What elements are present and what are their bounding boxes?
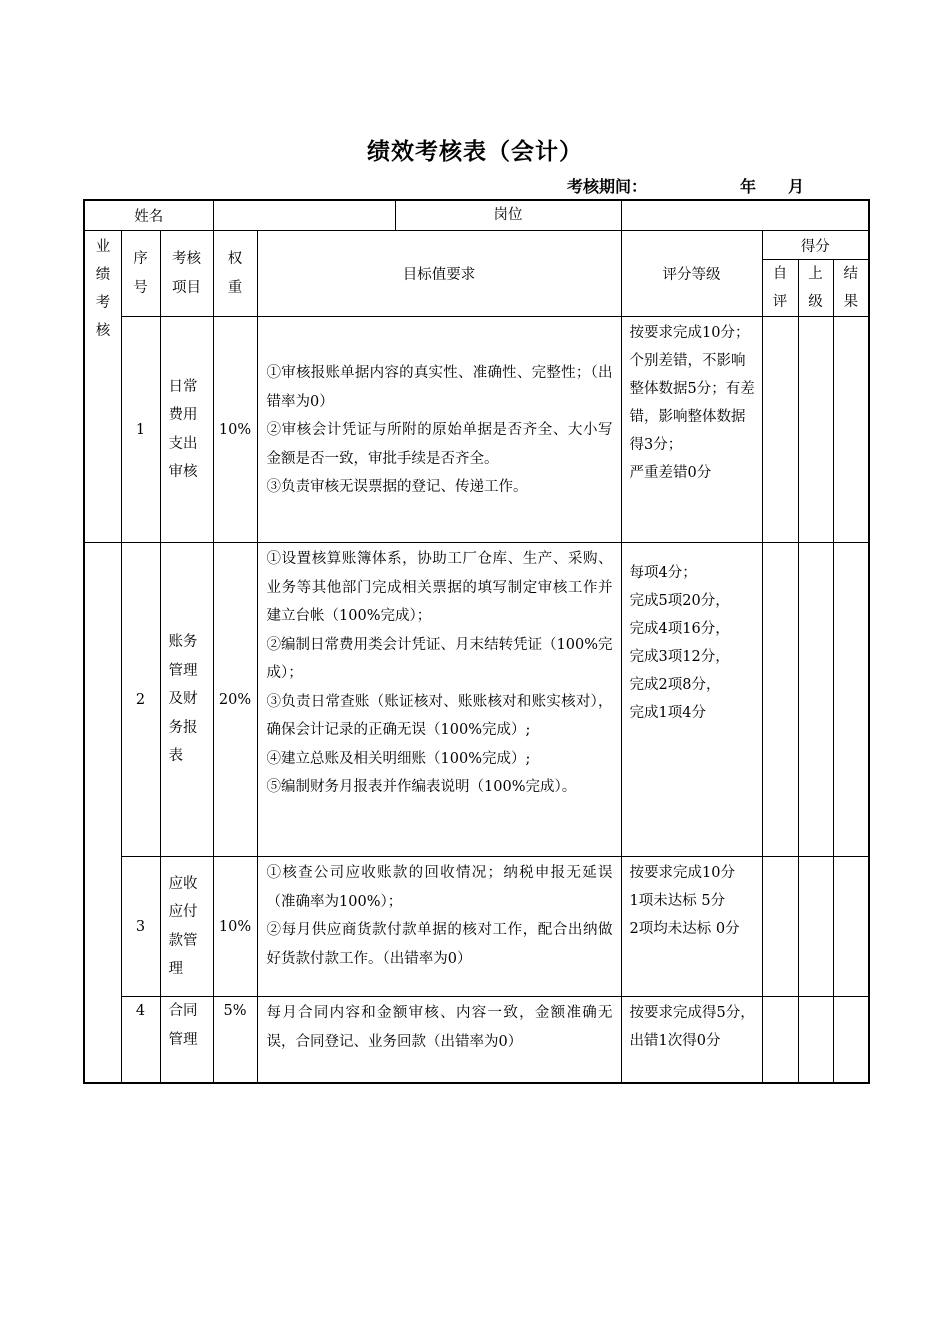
post-value-field[interactable] [621,200,869,231]
col-score-header: 得分 [762,231,869,260]
row-no: 2 [121,543,160,857]
goal-line: ②每月供应商货款付款单据的核对工作，配合出纳做好货款付款工作。（出错率为0） [266,922,613,967]
table-row [84,317,869,543]
name-value-field[interactable] [213,200,621,231]
score-result-input[interactable] [833,857,869,997]
score-result-input[interactable] [833,543,869,857]
goal-line: ①核查公司应收账款的回收情况；纳税申报无延误（准确率为100%）； [266,865,613,910]
grade-line: 按要求完成得5分，出错1次得0分 [629,1005,755,1049]
col-superior-header: 上级 [798,260,833,317]
col-self-header: 自评 [762,260,798,317]
row-goals [257,857,621,997]
assessment-period [567,174,805,197]
row-item: 日常费用支出审核 [160,317,213,543]
col-weight-header: 权重 [213,231,257,317]
score-superior-input[interactable] [798,857,833,997]
score-self-input[interactable] [762,997,798,1083]
goal-line: ①设置核算账簿体系，协助工厂仓库、生产、采购、业务等其他部门完成相关票据的填写制定审核工作并建立台帐（100%完成）； [266,551,613,624]
row-goals [257,543,621,857]
grade-line: 2项均未达标 0分 [629,921,740,937]
grade-line: 完成5项20分， [629,593,730,609]
grade-line: 按要求完成10分； [629,325,750,341]
grade-line: 完成3项12分， [629,649,730,665]
row-grades [621,543,762,857]
row-goals [257,997,621,1083]
grade-line: 完成1项4分 [629,705,706,721]
score-self-input[interactable] [762,317,798,543]
grade-line: 完成2项8分， [629,677,721,693]
grade-line: 严重差错0分 [629,465,712,481]
grade-line: 每项4分； [629,565,697,581]
table-row [84,997,869,1083]
table-row [84,543,869,857]
col-result-header: 结果 [833,260,869,317]
goal-line: ③负责审核无误票据的登记、传递工作。 [266,479,528,496]
page-title: 绩效考核表（会计） [367,138,583,165]
score-result-input[interactable] [833,317,869,543]
row-weight: 20% [213,543,257,857]
row-grades [621,997,762,1083]
row-weight: 10% [213,317,257,543]
row-weight: 5% [213,997,257,1083]
row-no: 3 [121,857,160,997]
row-item: 应收应付款管理 [160,857,213,997]
row-no: 1 [121,317,160,543]
goal-line: ②审核会计凭证与所附的原始单据是否齐全、大小写金额是否一致，审批手续是否齐全。 [266,422,613,467]
grade-line: 个别差错，不影响整体数据5分；有差错，影响整体数据得3分； [629,353,755,453]
row-grades [621,317,762,543]
table-row [84,857,869,997]
grade-line: 按要求完成10分 [629,865,735,881]
score-superior-input[interactable] [798,997,833,1083]
col-goal-header: 目标值要求 [257,231,621,317]
period-label: 考核期间： [567,177,648,196]
row-item: 合同管理 [160,997,213,1083]
goal-line: ②编制日常费用类会计凭证、月末结转凭证（100%完成）； [266,636,613,681]
col-grade-header: 评分等级 [621,231,762,317]
category-label: 业绩考核 [84,231,121,543]
goal-line: ⑤编制财务月报表并作编表说明（100%完成）。 [266,779,577,795]
score-self-input[interactable] [762,857,798,997]
goal-line: ①审核报账单据内容的真实性、准确性、完整性；（出错率为0） [266,365,613,410]
score-self-input[interactable] [762,543,798,857]
post-label: 岗位 [493,207,523,223]
score-superior-input[interactable] [798,543,833,857]
period-year: 年 [740,177,757,196]
assessment-table [83,199,870,1084]
row-weight: 10% [213,857,257,997]
goal-line: ④建立总账及相关明细账（100%完成）; [266,750,531,767]
grade-line: 1项未达标 5分 [629,893,726,909]
score-superior-input[interactable] [798,317,833,543]
row-item: 账务管理及财务报表 [160,543,213,857]
col-item-header: 考核项目 [160,231,213,317]
row-grades [621,857,762,997]
col-no-header: 序号 [121,231,160,317]
score-result-input[interactable] [833,997,869,1083]
row-goals [257,317,621,543]
period-month: 月 [788,177,805,196]
goal-line: 每月合同内容和金额审核、内容一致，金额准确无误，合同登记、业务回款（出错率为0） [266,1005,613,1050]
grade-line: 完成4项16分， [629,621,730,637]
name-label: 姓名 [84,200,213,231]
goal-line: ③负责日常查账（账证核对、账账核对和账实核对），确保会计记录的正确无误（100%完成）; [266,693,613,738]
row-no: 4 [121,997,160,1083]
